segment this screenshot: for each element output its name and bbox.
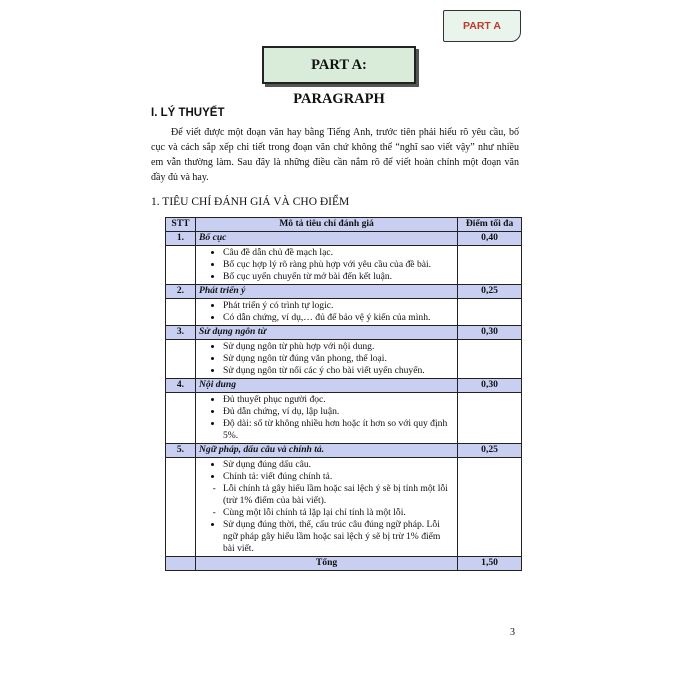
criterion-item: • Đủ thuyết phục người đọc. bbox=[223, 394, 454, 406]
criteria-table bbox=[165, 217, 522, 571]
criterion-detail-row bbox=[166, 393, 522, 444]
criterion-item: • Câu đề dẫn chủ đề mạch lạc. bbox=[223, 247, 454, 259]
criterion-item-list bbox=[199, 459, 454, 555]
criterion-score: 0,25 bbox=[458, 444, 522, 458]
criterion-detail-empty-cell bbox=[166, 393, 196, 444]
criterion-detail-empty-cell bbox=[166, 299, 196, 326]
header-description: Mô tả tiêu chí đánh giá bbox=[195, 218, 457, 232]
criterion-title: Bố cục bbox=[195, 232, 457, 246]
total-row bbox=[166, 557, 522, 571]
criterion-detail-row bbox=[166, 299, 522, 326]
header-stt: STT bbox=[166, 218, 196, 232]
criterion-detail-empty-score bbox=[458, 458, 522, 557]
criterion-number: 5. bbox=[166, 444, 196, 458]
total-empty-cell bbox=[166, 557, 196, 571]
criterion-score: 0,30 bbox=[458, 379, 522, 393]
part-tag bbox=[443, 10, 521, 42]
part-banner bbox=[262, 46, 416, 107]
criterion-detail-empty-score bbox=[458, 393, 522, 444]
criterion-header-row bbox=[166, 444, 522, 458]
criterion-item: • Bố cục hợp lý rõ ràng phù hợp với yêu cầu của đề bài. bbox=[223, 259, 454, 271]
criterion-item: • Sử dụng ngôn từ đúng văn phong, thể loại. bbox=[223, 353, 454, 365]
criterion-score: 0,40 bbox=[458, 232, 522, 246]
criterion-title: Sử dụng ngôn từ bbox=[195, 326, 457, 340]
subsection-title: 1. TIÊU CHÍ ĐÁNH GIÁ VÀ CHO ĐIỂM bbox=[151, 196, 350, 208]
criterion-number: 2. bbox=[166, 285, 196, 299]
criterion-title: Ngữ pháp, dấu câu và chính tả. bbox=[195, 444, 457, 458]
intro-paragraph: Để viết được một đoạn văn hay bằng Tiếng Anh, trước tiên phải hiểu rõ yêu cầu, bố cục và cách sắp xếp chi tiết trong đoạn văn chứ không thể “nghĩ sao viết vậy” như nhiều em vẫn thường làm. Sau đây là những điều cần nắm rõ để viết hoàn chỉnh một đoạn văn đầy đủ và hay. bbox=[151, 127, 519, 183]
criterion-detail-empty-cell bbox=[166, 458, 196, 557]
criterion-score: 0,30 bbox=[458, 326, 522, 340]
criterion-detail-cell bbox=[195, 393, 457, 444]
criterion-detail-cell bbox=[195, 340, 457, 379]
criterion-number: 4. bbox=[166, 379, 196, 393]
criterion-detail-empty-score bbox=[458, 246, 522, 285]
criterion-header-row bbox=[166, 285, 522, 299]
criteria-table-header bbox=[166, 218, 522, 232]
part-tag-label: PART A bbox=[463, 20, 501, 32]
criterion-detail-row bbox=[166, 458, 522, 557]
criterion-item: • Có dẫn chứng, ví dụ,… đủ để bảo vệ ý kiến của mình. bbox=[223, 312, 454, 324]
criterion-item-list bbox=[199, 300, 454, 324]
criterion-header-row bbox=[166, 326, 522, 340]
criterion-item: • Độ dài: số từ không nhiều hơn hoặc ít hơn so với quy định 5%. bbox=[223, 418, 454, 442]
criterion-item: • Bố cục uyển chuyển từ mở bài đến kết luận. bbox=[223, 271, 454, 283]
criterion-detail-empty-cell bbox=[166, 340, 196, 379]
header-max-score: Điểm tối đa bbox=[458, 218, 522, 232]
criterion-detail-cell bbox=[195, 299, 457, 326]
criterion-item: • Sử dụng ngôn từ phù hợp với nội dung. bbox=[223, 341, 454, 353]
criterion-number: 3. bbox=[166, 326, 196, 340]
criterion-item: • Phát triển ý có trình tự logic. bbox=[223, 300, 454, 312]
criterion-score: 0,25 bbox=[458, 285, 522, 299]
total-label: Tổng bbox=[195, 557, 457, 571]
criterion-title: Phát triển ý bbox=[195, 285, 457, 299]
criterion-detail-row bbox=[166, 340, 522, 379]
criteria-table-body bbox=[166, 232, 522, 557]
criterion-item-list bbox=[199, 394, 454, 442]
criterion-item-list bbox=[199, 341, 454, 377]
criterion-header-row bbox=[166, 232, 522, 246]
criterion-item: • Đủ dẫn chứng, ví dụ, lập luận. bbox=[223, 406, 454, 418]
criterion-item: • Sử dụng đúng dấu câu. bbox=[223, 459, 454, 471]
criterion-header-row bbox=[166, 379, 522, 393]
criterion-detail-cell bbox=[195, 246, 457, 285]
criterion-number: 1. bbox=[166, 232, 196, 246]
criterion-detail-cell bbox=[195, 458, 457, 557]
page-number: 3 bbox=[510, 627, 515, 638]
criterion-detail-empty-score bbox=[458, 340, 522, 379]
criterion-item: - Lỗi chính tả gây hiểu lầm hoặc sai lệch ý sẽ bị tính một lỗi (trừ 1% điểm của bài viết). bbox=[223, 483, 454, 507]
total-score: 1,50 bbox=[458, 557, 522, 571]
criterion-item: - Cùng một lỗi chính tả lặp lại chỉ tính là một lỗi. bbox=[223, 507, 454, 519]
criterion-item: • Chính tả: viết đúng chính tả. bbox=[223, 471, 454, 483]
criterion-detail-row bbox=[166, 246, 522, 285]
section-title: I. LÝ THUYẾT bbox=[151, 107, 225, 119]
criterion-item: • Sử dụng đúng thời, thể, cấu trúc câu đúng ngữ pháp. Lỗi ngữ pháp gây hiểu lầm hoặc sai lệch ý sẽ bị trừ 1% điểm bài viết. bbox=[223, 519, 454, 555]
criterion-detail-empty-score bbox=[458, 299, 522, 326]
criterion-title: Nội dung bbox=[195, 379, 457, 393]
criterion-detail-empty-cell bbox=[166, 246, 196, 285]
part-banner-title: PART A: PARAGRAPH bbox=[293, 57, 385, 107]
criterion-item: • Sử dụng ngôn từ nối các ý cho bài viết uyển chuyển. bbox=[223, 365, 454, 377]
criterion-item-list bbox=[199, 247, 454, 283]
